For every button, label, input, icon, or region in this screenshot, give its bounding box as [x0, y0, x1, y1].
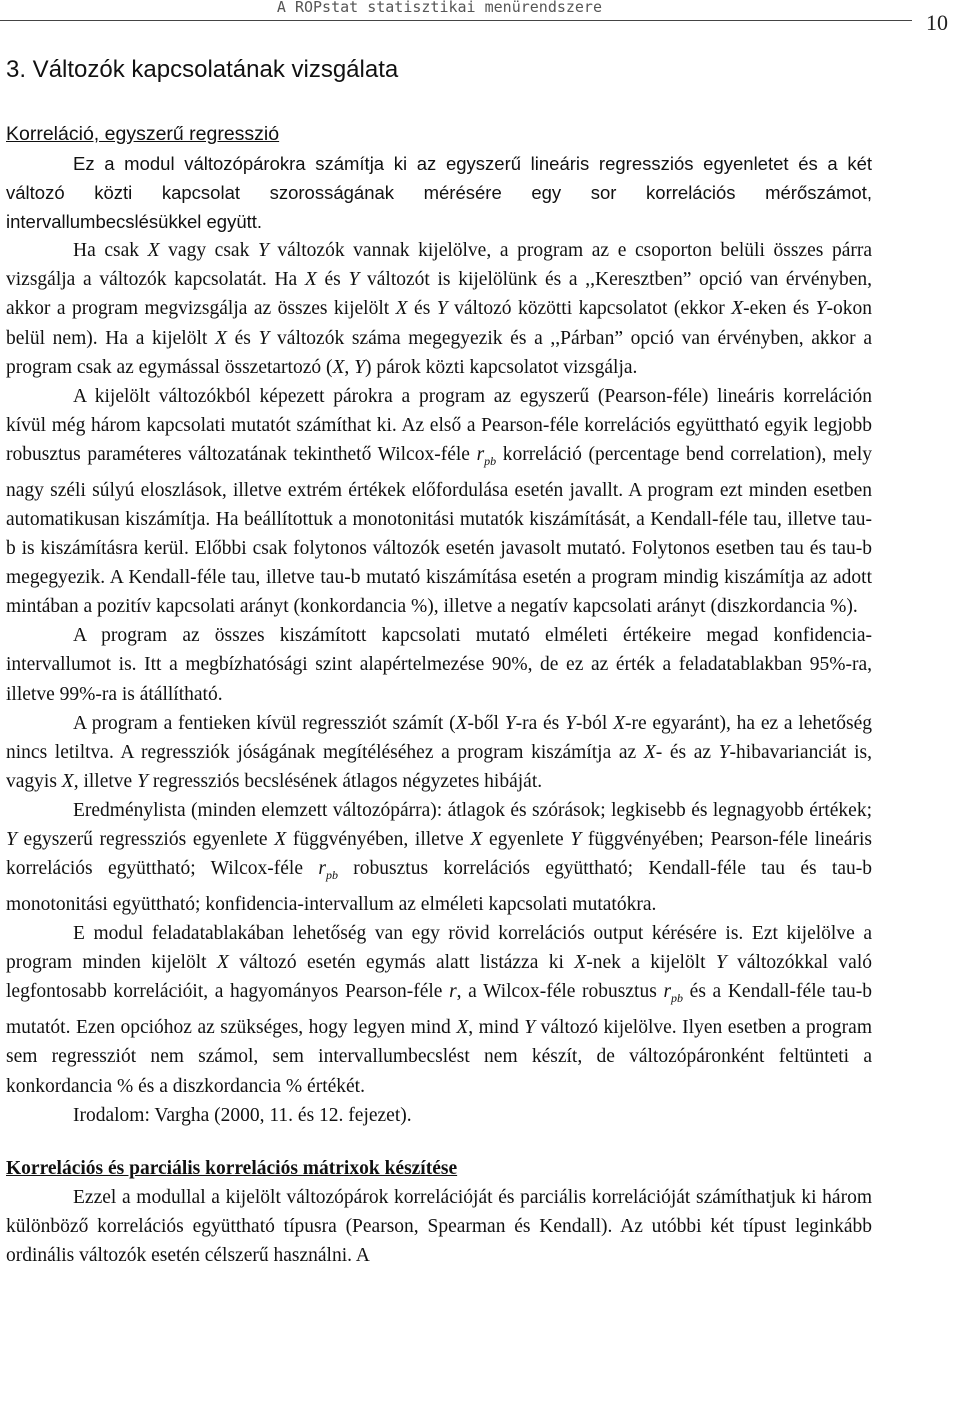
document-body — [6, 120, 872, 1270]
section-heading-correlation: Korreláció, egyszerű regresszió — [6, 123, 280, 145]
chapter-title: 3. Változók kapcsolatának vizsgálata — [6, 56, 399, 83]
paragraph-result-list: Eredménylista (minden elemzett változópárra): átlagok és szórások; legkisebb és legnagyobb értékek; Y egyszerű regressziós egyenlete X függvényében, illetve X egyenlete Y függvényében; Pearson-féle lineáris korrelációs együttható; Wilcox-féle $r_{pb}$ robusztus korrelációs együttható; Kendall-féle tau és tau-b monotonitási együttható; konfidencia-intervallum az elméleti kapcsolati mutatókra. — [6, 799, 872, 916]
paragraph-confidence: A program az összes kiszámított kapcsolati mutató elméleti értékeire megad konfidencia-intervallumot is. Itt a megbízhatósági szint alapértelmezése 90%, de ez az érték a feladatablakban 95%-ra, illetve 99%-ra is átállítható. — [6, 625, 872, 705]
running-header — [0, 0, 912, 21]
page-number: 10 — [926, 10, 948, 35]
section-heading-matrices: Korrelációs és parciális korrelációs mátrixok készítése — [6, 1157, 458, 1179]
paragraph-matrices: Ezzel a modullal a kijelölt változópárok korrelációját és parciális korrelációját számíthatjuk ki három különböző korrelációs együttható típusra (Pearson, Spearman és Kendall). Az utóbbi két típust leginkább ordinális változók esetén célszerű használni. A — [6, 1186, 872, 1266]
running-title: A ROPstat statisztikai menürendszere — [276, 0, 602, 16]
paragraph-selection: Ha csak X vagy csak Y változók vannak kijelölve, a program az e csoporton belüli összes párra vizsgálja a változók kapcsolatát. Ha X és Y változót is kijelölünk és a ,,Keresztben” opció van érvényben, akkor a program megvizsgálja az összes kijelölt X és Y változó közötti kapcsolatot (ekkor X-eken és Y-okon belül nem). Ha a kijelölt X és Y változók száma megegyezik és a ,,Párban” opció van érvényben, akkor a program csak az egymással összetartozó (X, Y) párok közti kapcsolatot vizsgálja. — [6, 240, 873, 378]
paragraph-references: Irodalom: Vargha (2000, 11. és 12. fejezet). — [73, 1104, 412, 1126]
paragraph-indices: A kijelölt változókból képezett párokra a program az egyszerű (Pearson-féle) lineáris korreláción kívül még három kapcsolati mutatót számíthat ki. Az első a Pearson-féle korrelációs együttható egyik legjobb robusztus paraméteres változatának tekinthető Wilcox-féle $r_{pb}$ korreláció (percentage bend correlation), mely nagy széli súlyú eloszlások, illetve extrém értékek előfordulása esetén javallt. A program ezt minden esetben automatikusan kiszámítja. Ha beállítottuk a monotonitási mutatók kiszámítását, a Kendall-féle tau, illetve tau-b is kiszámításra kerül. Előbbi csak folytonos változók esetén javasolt mutató. Folytonos esetben tau és tau-b megegyezik. A Kendall-féle tau, illetve tau-b mutató kiszámítása esetén a program mindig kiszámítja az adott mintában a pozitív kapcsolati arányt (konkordancia %), illetve a negatív kapcsolati arányt (diszkordancia %). — [6, 385, 872, 618]
paragraph-intro: Ez a modul változópárokra számítja ki az egyszerű lineáris regressziós egyenletet és a két változó közti kapcsolat szorosságának mérésére egy sor korrelációs mérőszámot, intervallumbecslésükkel együtt. — [6, 153, 872, 233]
paragraph-short-output: E modul feladatablakában lehetőség van egy rövid korrelációs output kérésére is. Ezt kijelölve a program minden kijelölt X változó esetén egymás alatt listázza ki X-nek a kijelölt Y változókkal való legfontosabb korrelációit, a hagyományos Pearson-féle r, a Wilcox-féle robusztus $r_{pb}$ és a Kendall-féle tau-b mutatót. Ezen opcióhoz az szükséges, hogy legyen mind X, mind Y változó kijelölve. Ilyen esetben a program sem regressziót nem számol, sem intervallumbecslést nem készít, de változópáronként feltünteti a konkordancia % és a diszkordancia % értékét. — [6, 923, 872, 1097]
paragraph-regression: A program a fentieken kívül regressziót számít (X-ből Y-ra és Y-ból X-re egyaránt), ha ez a lehetőség nincs letiltva. A regressziók jóságának megítéléséhez a program kiszámítja az X- és az Y-hibavarianciát is, vagyis X, illetve Y regressziós becslésének átlagos négyzetes hibáját. — [6, 712, 872, 792]
